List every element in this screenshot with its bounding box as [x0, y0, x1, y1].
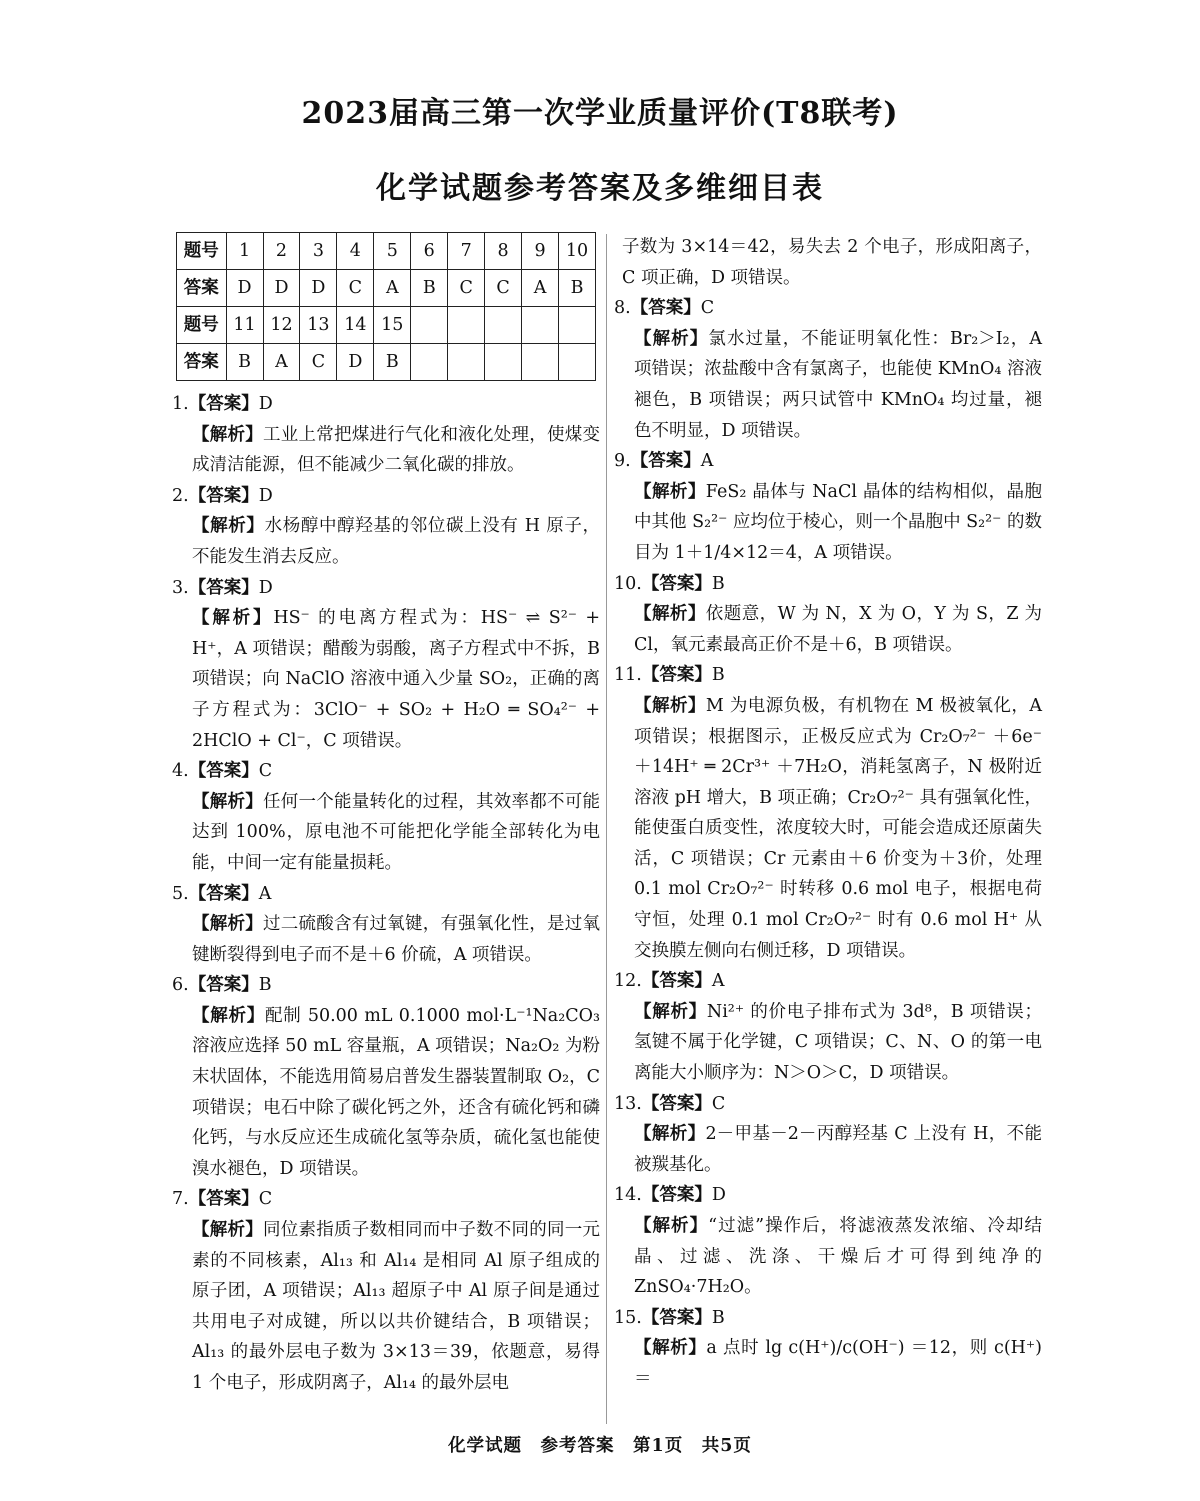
explanation — [172, 603, 600, 756]
answer-table-cell: 6 — [411, 233, 448, 270]
answer-table-cell: A — [263, 344, 300, 381]
explanation-text: 同位素指质子数相同而中子数不同的同一元素的不同核素，Al₁₃ 和 Al₁₄ 是相同 Al 原子组成的原子团，A 项错误；Al₁₃ 超原子中 Al 原子间是通过共用电子对成键，所以以共价键结合，B 项错误；Al₁₃ 的最外层电子数为 3×13＝39，依题意，易得 1 个电子，形成阴离子，Al₁₄ 的最外层电 — [192, 1220, 600, 1393]
answer-item — [614, 1089, 1042, 1181]
question-number: 6. — [172, 975, 189, 996]
explanation-text: FeS₂ 晶体与 NaCl 晶体的结构相似，晶胞中其他 S₂²⁻ 应均位于棱心，则一个晶胞中 S₂²⁻ 的数目为 1＋1/4×12＝4，A 项错误。 — [634, 481, 1042, 563]
answer-table-cell: 7 — [448, 233, 485, 270]
answer-table-cell: A — [374, 270, 411, 307]
answer-item — [172, 573, 600, 757]
question-number: 3. — [172, 577, 189, 598]
explanation — [172, 1215, 600, 1399]
answer-table-cell: C — [300, 344, 337, 381]
explanation-text: 依题意，W 为 N，X 为 O，Y 为 S，Z 为 Cl，氧元素最高正价不是＋6，B 项错误。 — [634, 604, 1042, 655]
answer-table-cell — [411, 344, 448, 381]
answer-table-cell — [485, 307, 522, 344]
explanation-label: 【解析】 — [192, 1220, 263, 1241]
answer-table-cell: 15 — [374, 307, 411, 344]
answer-table-cell: 1 — [226, 233, 263, 270]
explanation — [614, 599, 1042, 660]
answer-table-row-label: 答案 — [177, 270, 227, 307]
explanation-label: 【解析】 — [634, 1001, 707, 1022]
answer-line — [614, 293, 1042, 324]
answer-value: B — [711, 1307, 725, 1328]
explanation-text: 配制 50.00 mL 0.1000 mol·L⁻¹Na₂CO₃ 溶液应选择 50 mL 容量瓶，A 项错误；Na₂O₂ 为粉末状固体，不能选用简易启普发生器装置制取 O₂，C 项错误；电石中除了碳化钙之外，还含有硫化钙和磷化钙，与水反应还生成硫化氢等杂质，硫化氢也能使溴水褪色，D 项错误。 — [192, 1005, 600, 1179]
question-number: 13. — [614, 1093, 642, 1114]
right-column — [614, 232, 1042, 1395]
answer-label: 【答案】 — [188, 577, 259, 598]
explanation — [172, 909, 600, 970]
explanation-text: 过二硫酸含有过氧键，有强氧化性，是过氧键断裂得到电子而不是＋6 价硫，A 项错误。 — [192, 914, 600, 965]
explanation — [614, 691, 1042, 966]
answer-table-row — [177, 307, 596, 344]
explanation-label: 【解析】 — [634, 1216, 709, 1236]
question-number: 12. — [614, 971, 642, 992]
answer-label: 【答案】 — [641, 971, 712, 992]
explanation-label: 【解析】 — [634, 1124, 706, 1145]
answer-line — [172, 481, 600, 512]
explanation-text: “过滤”操作后，将滤液蒸发浓缩、冷却结晶、过滤、洗涤、干燥后才可得到纯净的 ZnSO₄·7H₂O。 — [634, 1216, 1042, 1298]
answer-line — [614, 1303, 1042, 1334]
answer-item — [172, 756, 600, 878]
explanation — [614, 477, 1042, 569]
answer-value: B — [711, 665, 725, 686]
answer-label: 【答案】 — [630, 451, 701, 472]
answer-item — [172, 879, 600, 971]
answer-item — [614, 966, 1042, 1088]
explanation-label: 【解析】 — [192, 914, 263, 935]
answer-value: D — [258, 394, 273, 414]
answer-table-cell: C — [337, 270, 374, 307]
answer-line — [614, 966, 1042, 997]
answer-item — [614, 293, 1042, 446]
explanation-text: 氯水过量，不能证明氧化性：Br₂＞I₂，A 项错误；浓盐酸中含有氯离子，也能使 KMnO₄ 溶液褪色，B 项错误；两只试管中 KMnO₄ 均过量，褪色不明显，D 项错误。 — [634, 328, 1042, 441]
answer-label: 【答案】 — [188, 394, 259, 414]
answer-line — [614, 569, 1042, 600]
answer-line — [614, 1180, 1042, 1211]
answer-label: 【答案】 — [188, 485, 259, 506]
explanation-label: 【解析】 — [192, 791, 263, 812]
answer-table-row-label: 题号 — [177, 307, 227, 344]
question-number: 5. — [172, 883, 189, 904]
answer-table-cell — [448, 344, 485, 381]
answer-item — [614, 1180, 1042, 1302]
explanation — [172, 420, 600, 481]
explanation-label: 【解析】 — [634, 328, 709, 349]
answer-item — [614, 232, 1042, 293]
question-number: 7. — [172, 1189, 189, 1210]
explanation-label: 【解析】 — [192, 608, 274, 629]
answer-line — [614, 446, 1042, 477]
answer-table-cell — [448, 307, 485, 344]
question-number: 8. — [614, 298, 631, 319]
answer-value: D — [258, 485, 273, 506]
answer-label: 【答案】 — [641, 1093, 712, 1114]
page-title: 2023届高三第一次学业质量评价(T8联考) — [301, 96, 899, 131]
answer-table-row — [177, 344, 596, 381]
answer-value: A — [711, 971, 725, 992]
left-column — [172, 232, 600, 1399]
answer-table-row — [177, 233, 596, 270]
answer-value: B — [711, 573, 725, 594]
explanation-continuation: 子数为 3×14＝42，易失去 2 个电子，形成阳离子，C 项正确，D 项错误。 — [622, 237, 1042, 288]
explanation — [614, 324, 1042, 446]
answer-line — [172, 389, 600, 420]
explanation-label: 【解析】 — [634, 604, 706, 625]
page-footer: 化学试题 参考答案 第1页 共5页 — [448, 1436, 752, 1456]
answer-table-cell: B — [411, 270, 448, 307]
answer-table-cell — [522, 307, 559, 344]
answer-table-cell: A — [522, 270, 559, 307]
explanation-text: M 为电源负极，有机物在 M 极被氧化，A 项错误；根据图示，正极反应式为 Cr₂O₇²⁻ ＋6e⁻ ＋14H⁺ ═ 2Cr³⁺ ＋7H₂O，消耗氢离子，N 极附近溶液 pH 增大，B 项正确；Cr₂O₇²⁻ 具有强氧化性，能使蛋白质变性，浓度较大时，可能会造成还原菌失活，C 项错误；Cr 元素由＋6 价变为＋3价，处理 0.1 mol Cr₂O₇²⁻ 时转移 0.6 mol 电子，根据电荷守恒，处理 0.1 mol Cr₂O₇²⁻ 时有 0.6 mol H⁺ 从交换膜左侧向右侧迁移，D 项错误。 — [634, 695, 1043, 961]
answer-table-cell: 8 — [485, 233, 522, 270]
answer-table-cell: D — [263, 270, 300, 307]
answer-item — [172, 1184, 600, 1398]
answer-item — [614, 660, 1042, 966]
answer-value: B — [258, 975, 272, 996]
explanation-text: HS⁻ 的电离方程式为：HS⁻ ⇌ S²⁻ + H⁺，A 项错误；醋酸为弱酸，离子方程式中不拆，B 项错误；向 NaClO 溶液中通入少量 SO₂，正确的离子方程式为：3ClO⁻ + SO₂ + H₂O ═ SO₄²⁻ + 2HClO + Cl⁻，C 项错误。 — [192, 608, 601, 751]
answer-value: C — [711, 1093, 726, 1114]
explanation — [172, 1001, 600, 1185]
answer-value: D — [711, 1185, 726, 1206]
explanation — [614, 997, 1042, 1089]
answer-table-cell — [522, 344, 559, 381]
question-number: 4. — [172, 761, 189, 782]
explanation-label: 【解析】 — [192, 516, 265, 537]
answer-table-cell — [559, 344, 596, 381]
explanation-text: 工业上常把煤进行气化和液化处理，使煤变成清洁能源，但不能减少二氧化碳的排放。 — [192, 424, 600, 476]
explanation-label: 【解析】 — [634, 695, 706, 716]
answer-value: D — [258, 577, 273, 598]
explanation-text: Ni²⁺ 的价电子排布式为 3d⁸，B 项错误；氢键不属于化学键，C 项错误；C、N、O 的第一电离能大小顺序为：N＞O＞C，D 项错误。 — [634, 1001, 1043, 1084]
answer-table-cell: B — [559, 270, 596, 307]
question-number: 15. — [614, 1307, 642, 1328]
answer-label: 【答案】 — [630, 298, 701, 319]
answer-table-cell — [411, 307, 448, 344]
answer-line — [172, 573, 600, 604]
answer-value: C — [700, 298, 715, 319]
explanation — [614, 1333, 1042, 1394]
answer-label: 【答案】 — [641, 573, 712, 594]
answer-item — [172, 970, 600, 1184]
answer-table-cell: B — [374, 344, 411, 381]
answer-table — [176, 232, 596, 381]
answer-item — [614, 1303, 1042, 1395]
question-number: 2. — [172, 485, 189, 506]
answer-table-cell: 2 — [263, 233, 300, 270]
answer-value: A — [700, 451, 714, 472]
answer-table-cell: D — [226, 270, 263, 307]
question-number: 9. — [614, 451, 631, 472]
answer-table-row — [177, 270, 596, 307]
answer-item — [172, 389, 600, 481]
answer-table-cell: 3 — [300, 233, 337, 270]
answer-table-cell: 12 — [263, 307, 300, 344]
explanation-text: 任何一个能量转化的过程，其效率都不可能达到 100%，原电池不可能把化学能全部转化为电能，中间一定有能量损耗。 — [192, 791, 600, 873]
answer-table-cell — [559, 307, 596, 344]
answer-table-cell: D — [300, 270, 337, 307]
answer-table-row-label: 题号 — [177, 233, 227, 270]
answer-line — [172, 970, 600, 1001]
answer-item — [172, 481, 600, 573]
explanation — [172, 511, 600, 572]
page-subtitle: 化学试题参考答案及多维细目表 — [376, 171, 824, 206]
answer-label: 【答案】 — [188, 975, 259, 996]
explanation-text: 水杨醇中醇羟基的邻位碳上没有 H 原子，不能发生消去反应。 — [192, 516, 601, 567]
question-number: 1. — [172, 394, 189, 414]
answer-value: C — [258, 1189, 273, 1210]
column-divider — [606, 234, 607, 1424]
explanation — [614, 1119, 1042, 1180]
explanation-text: a 点时 lg c(H⁺)/c(OH⁻) ＝12，则 c(H⁺)＝ — [634, 1338, 1042, 1389]
explanation-label: 【解析】 — [634, 481, 706, 502]
answer-table-cell — [485, 344, 522, 381]
answer-table-cell: C — [448, 270, 485, 307]
answer-table-cell: D — [337, 344, 374, 381]
explanation-text: 2－甲基－2－丙醇羟基 C 上没有 H，不能被羰基化。 — [634, 1124, 1043, 1175]
answer-table-cell: 13 — [300, 307, 337, 344]
answer-table-cell: 10 — [559, 233, 596, 270]
answer-label: 【答案】 — [188, 761, 259, 782]
answer-label: 【答案】 — [641, 1307, 712, 1328]
answer-table-cell: 5 — [374, 233, 411, 270]
answer-table-cell: 4 — [337, 233, 374, 270]
explanation — [172, 787, 600, 879]
answer-label: 【答案】 — [188, 1189, 259, 1210]
question-number: 11. — [614, 665, 642, 686]
explanation — [614, 1211, 1042, 1303]
answer-item — [614, 446, 1042, 568]
answer-table-cell: B — [226, 344, 263, 381]
answer-label: 【答案】 — [641, 665, 712, 686]
answer-line — [172, 879, 600, 910]
explanation-label: 【解析】 — [192, 1005, 266, 1026]
answer-line — [614, 660, 1042, 691]
answer-line — [172, 1184, 600, 1215]
answer-table-cell: 14 — [337, 307, 374, 344]
question-number: 14. — [614, 1185, 642, 1206]
answer-value: C — [258, 761, 273, 782]
explanation-label: 【解析】 — [192, 424, 263, 445]
answer-label: 【答案】 — [641, 1185, 712, 1206]
answer-table-cell: 11 — [226, 307, 263, 344]
answer-line — [172, 756, 600, 787]
answer-table-cell: C — [485, 270, 522, 307]
explanation-label: 【解析】 — [634, 1338, 707, 1359]
answer-table-row-label: 答案 — [177, 344, 227, 381]
answer-table-cell: 9 — [522, 233, 559, 270]
question-number: 10. — [614, 573, 642, 594]
answer-line — [614, 1089, 1042, 1120]
answer-item — [614, 569, 1042, 661]
answer-value: A — [258, 883, 272, 904]
answer-label: 【答案】 — [188, 883, 259, 904]
